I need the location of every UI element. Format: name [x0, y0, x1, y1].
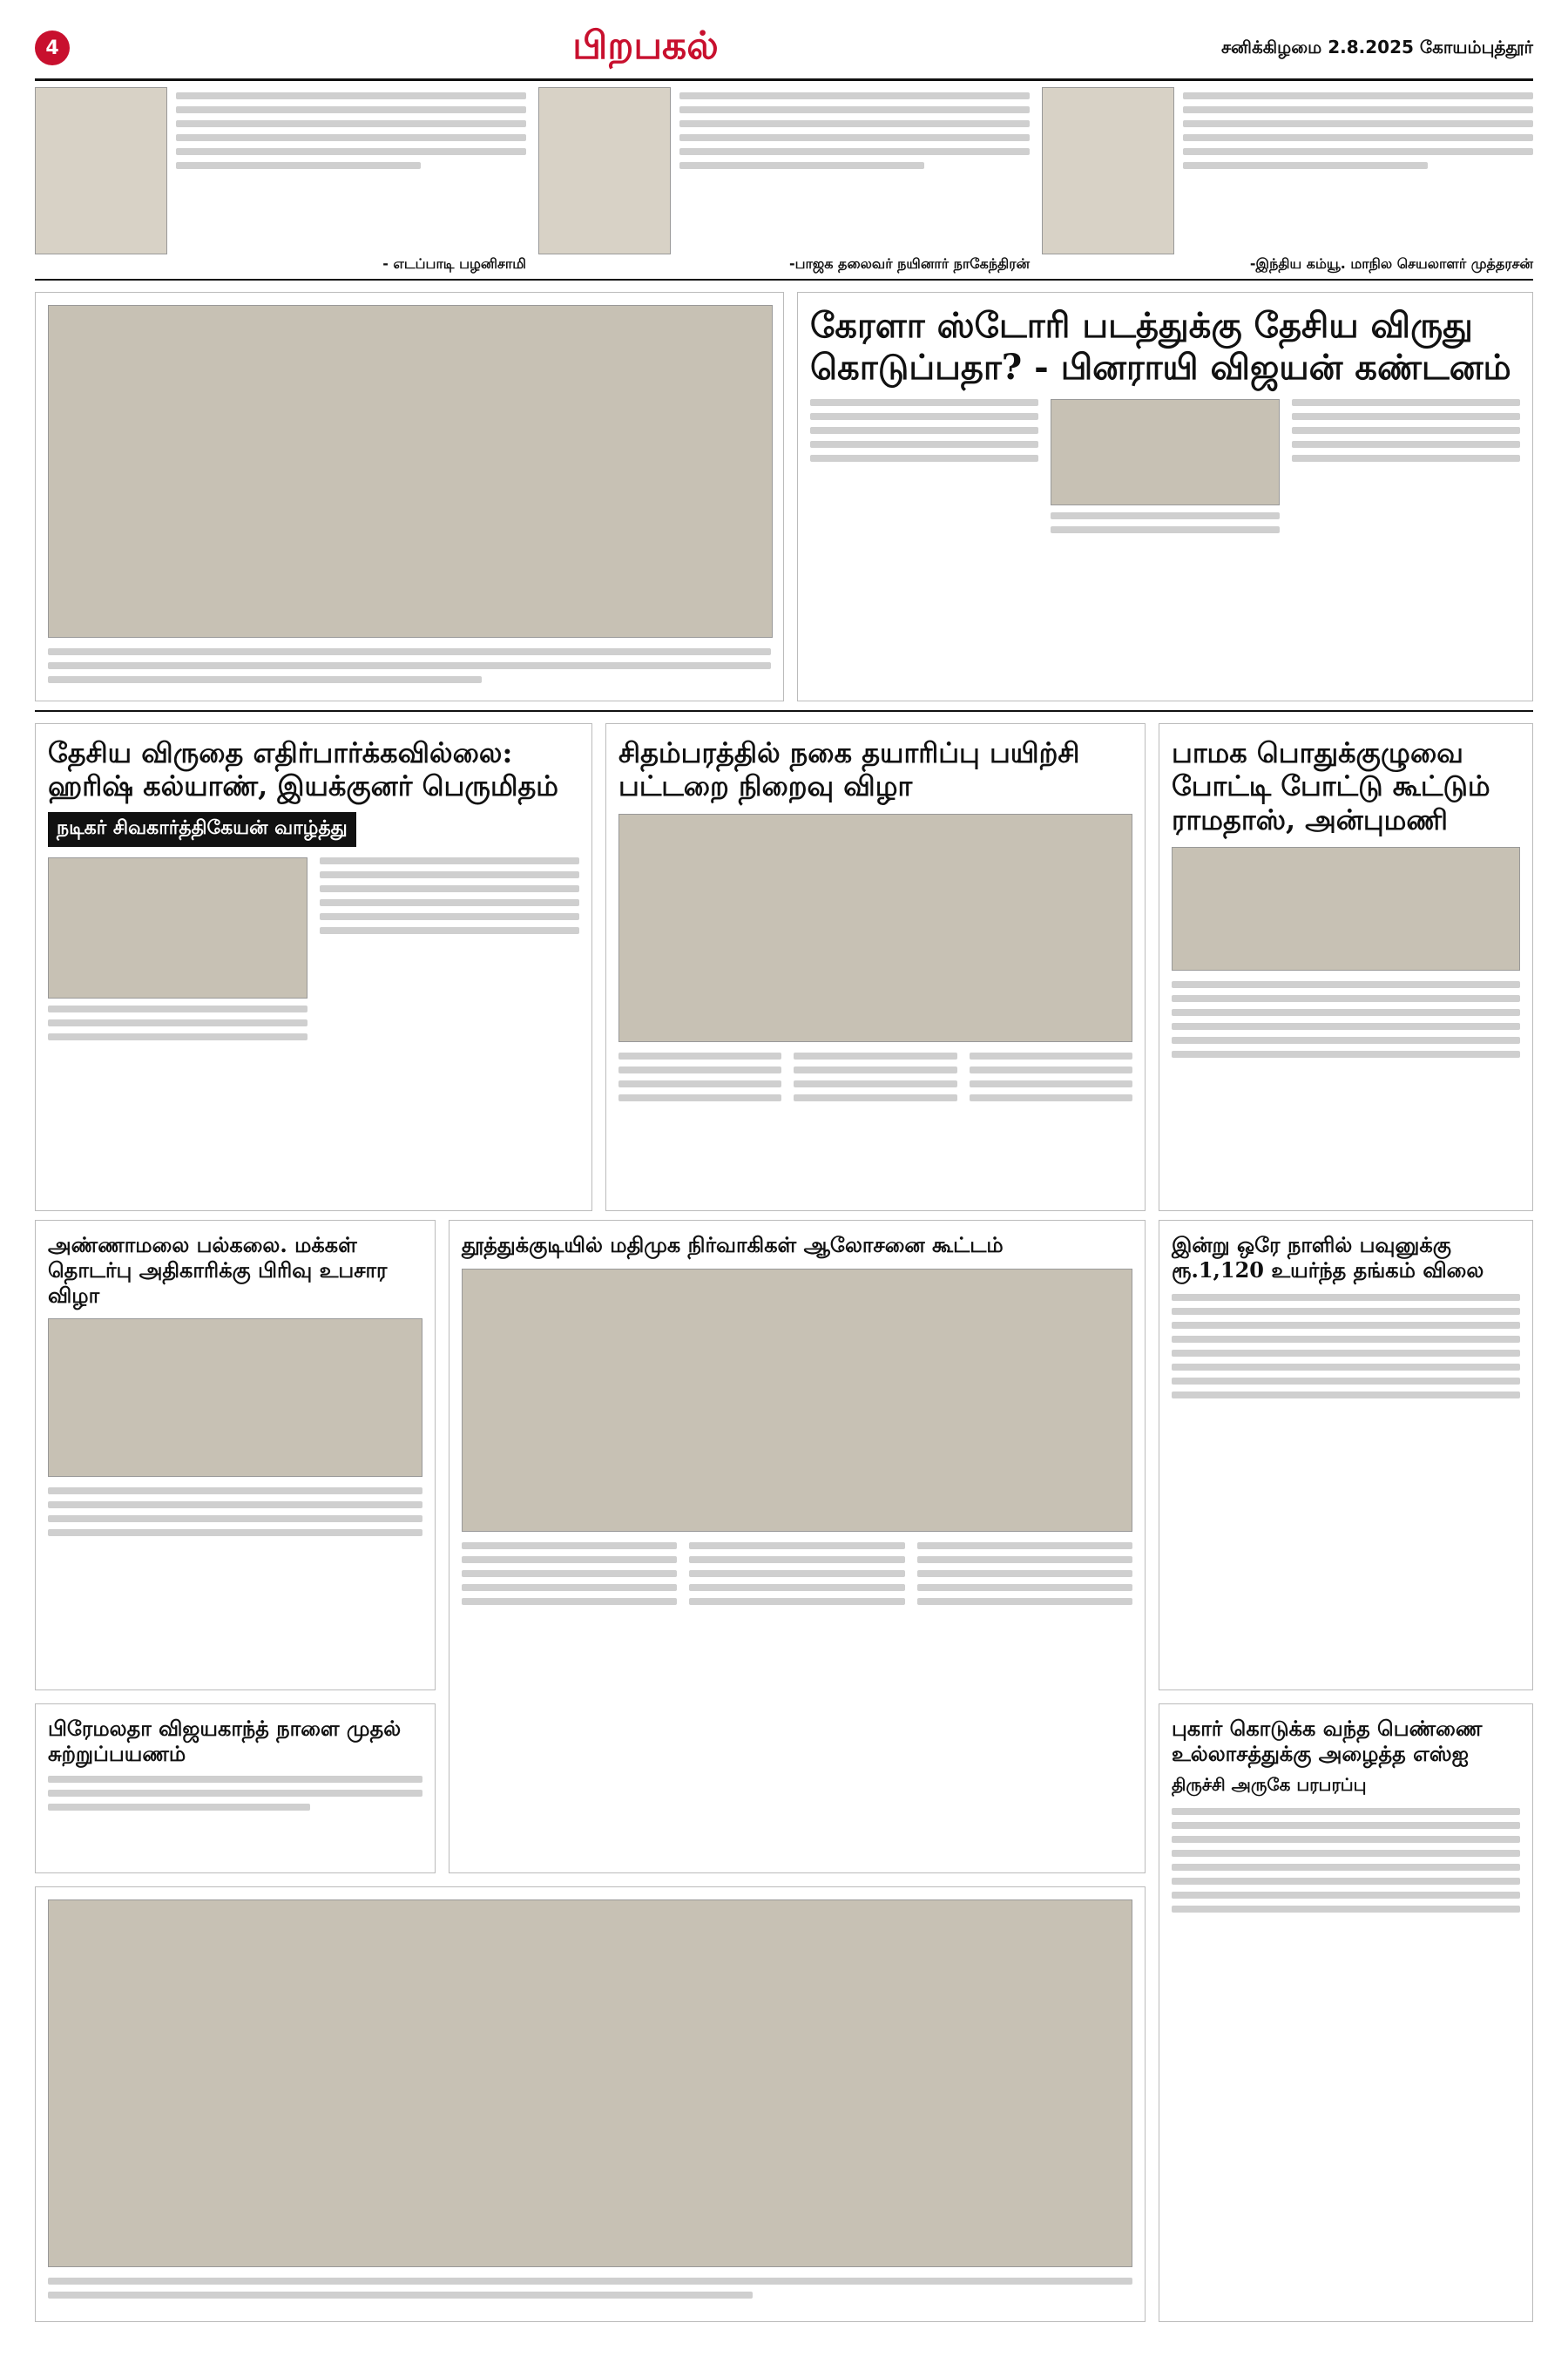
story-kerala [797, 292, 1533, 701]
headline: தூத்துக்குடியில் மதிமுக நிர்வாகிகள் ஆலோசனை கூட்டம் [462, 1232, 1004, 1257]
subhead: திருச்சி அருகே பரபரப்பு [1172, 1773, 1367, 1795]
story-gold [1159, 1220, 1533, 1690]
story-annamalai [35, 1220, 436, 1690]
headline: பிரேமலதா விஜயகாந்த் நாளை முதல் சுற்றுப்பயணம் [48, 1716, 402, 1766]
quote-box [538, 87, 1030, 279]
story-pmk [1159, 723, 1533, 1211]
story-photo-wide [35, 1886, 1146, 2322]
portrait [538, 87, 671, 254]
story-photo [618, 814, 1132, 1042]
portrait [35, 87, 167, 254]
event-photo [48, 305, 773, 638]
story-photo [462, 1269, 1132, 1532]
story-thoothukudi [449, 1220, 1146, 1873]
quote-attribution: -பாஜக தலைவர் நயினார் நாகேந்திரன் [788, 255, 1030, 272]
masthead [35, 17, 1533, 81]
subhead-band: நடிகர் சிவகார்த்திகேயன் வாழ்த்து [48, 812, 356, 847]
story-premalatha [35, 1703, 436, 1873]
story-photo [48, 857, 308, 999]
headline: கேரளா ஸ்டோரி படத்துக்கு தேசிய விருது கொடுப்பதா? - பினராயி விஜயன் கண்டனம் [810, 305, 1511, 388]
quote-box [1042, 87, 1533, 279]
story-photo-block [35, 292, 784, 701]
headline: பாமக பொதுக்குழுவை போட்டி போட்டு கூட்டும் ராமதாஸ், அன்புமணி [1172, 736, 1490, 836]
event-photo [48, 1899, 1132, 2267]
story-chidambaram [605, 723, 1146, 1211]
headline: இன்று ஒரே நாளில் பவுனுக்கு ரூ.1,120 உயர்ந்த தங்கம் விலை [1172, 1232, 1484, 1283]
story-award [35, 723, 592, 1211]
quote-attribution: - எடப்பாடி பழனிசாமி [382, 255, 526, 272]
headline: புகார் கொடுக்க வந்த பெண்ணை உல்லாசத்துக்கு அழைத்த எஸ்ஐ [1172, 1716, 1483, 1766]
story-photo [48, 1318, 422, 1477]
headline: சிதம்பரத்தில் நகை தயாரிப்பு பயிற்சி பட்டறை நிறைவு விழா [618, 736, 1080, 803]
story-trichy [1159, 1703, 1533, 2322]
newspaper-title: பிறபகல் [572, 23, 719, 68]
quote-attribution: -இந்திய கம்யூ. மாநில செயலாளர் முத்தரசன் [1249, 255, 1533, 272]
dateline: சனிக்கிழமை 2.8.2025 கோயம்புத்தூர் [1220, 36, 1533, 58]
section-rule [35, 710, 1533, 712]
quote-box [35, 87, 526, 279]
quote-strip [35, 87, 1533, 281]
headline: அண்ணாமலை பல்கலை. மக்கள் தொடர்பு அதிகாரிக்கு பிரிவு உபசார விழா [48, 1232, 388, 1308]
page-number: 4 [35, 30, 70, 65]
headline: தேசிய விருதை எதிர்பார்க்கவில்லை: ஹரிஷ் கல்யாண், இயக்குனர் பெருமிதம் [48, 736, 559, 803]
portrait [1042, 87, 1174, 254]
story-photo [1172, 847, 1520, 971]
story-photo [1051, 399, 1279, 505]
